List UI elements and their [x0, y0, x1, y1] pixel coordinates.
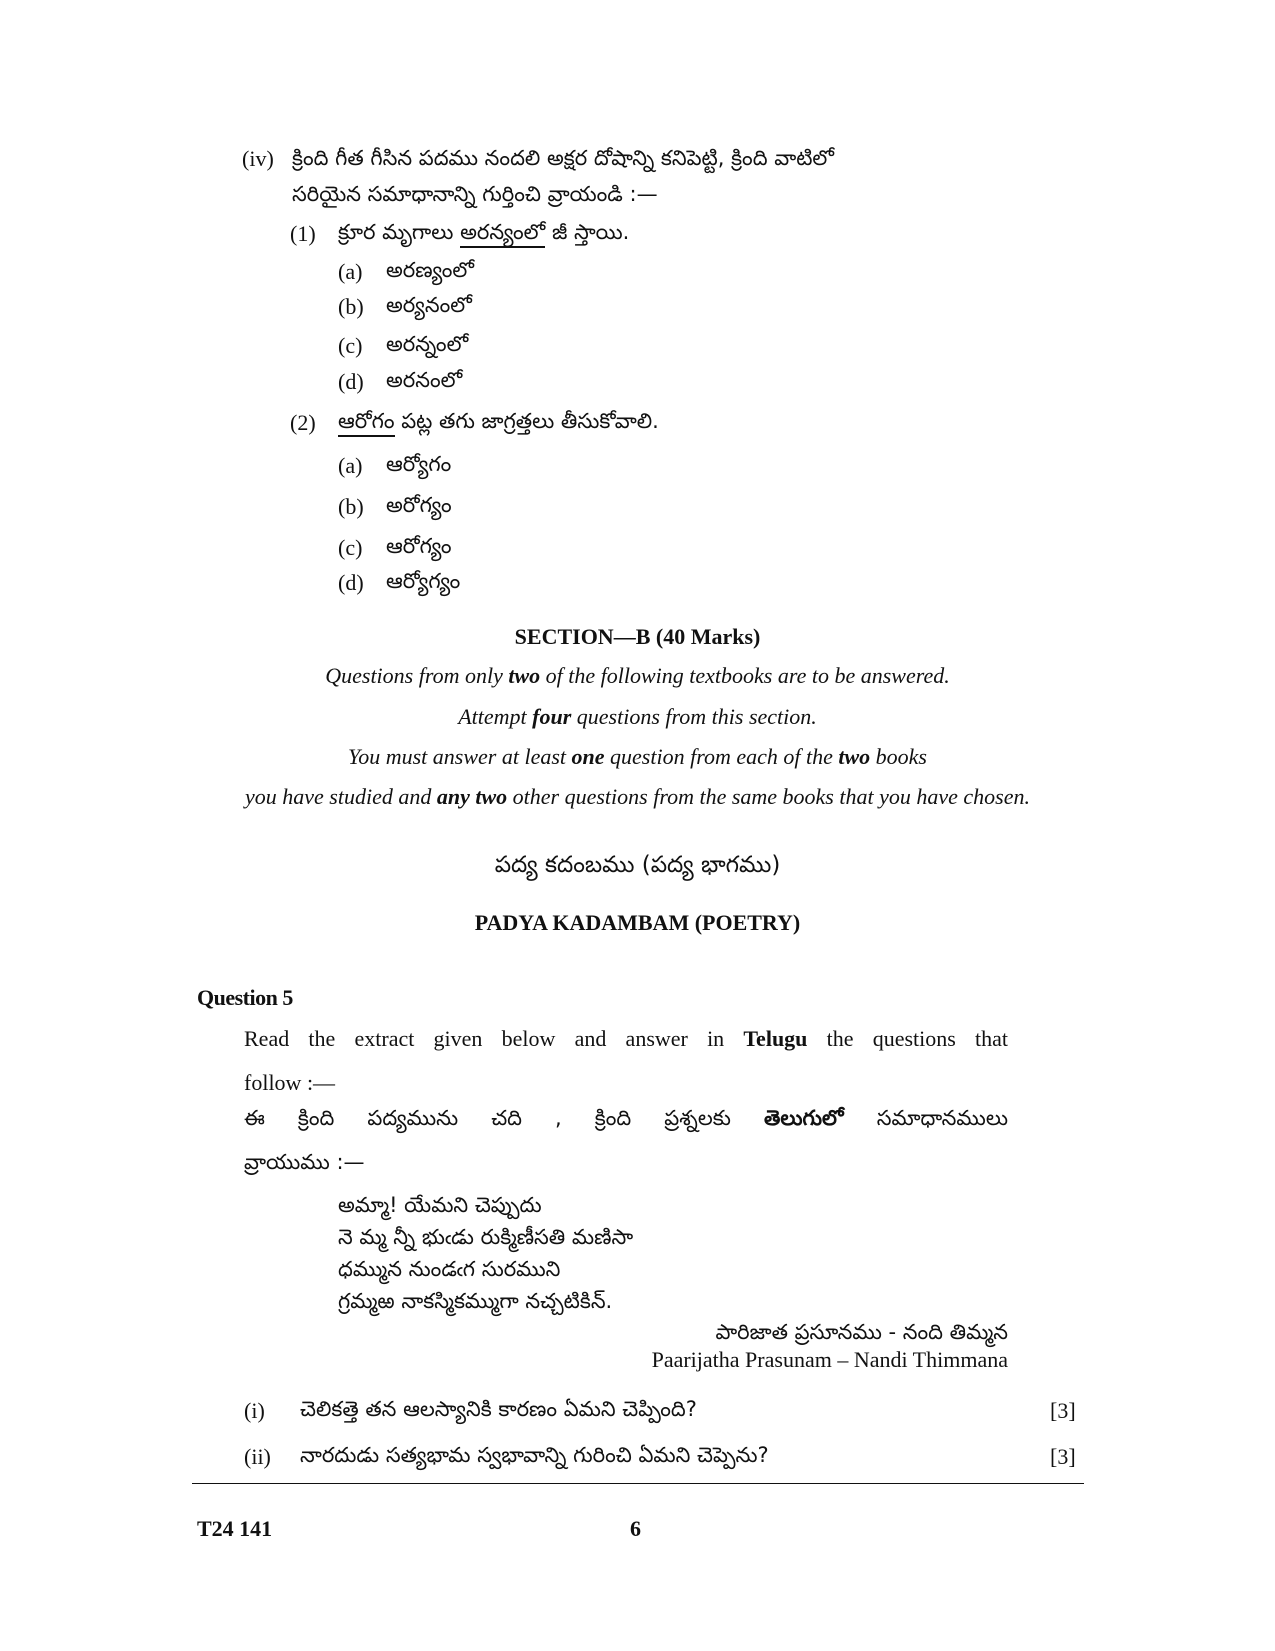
option-label: (d)	[338, 369, 364, 394]
question-5-telugu-line2: వ్రాయుము :—	[244, 1150, 365, 1174]
poem-line: గ్రమ్మఱ నాకస్మికమ్ముగా నచ్చటికిన్.	[338, 1289, 613, 1313]
question-5-intro-line2: follow :—	[244, 1070, 336, 1095]
poem-line: నె మ్మ న్నీ భుఁడు రుక్మిణీసతి మణిసా	[338, 1225, 634, 1249]
q4-iv-sub1-underlined-word: అరన్యంలో	[460, 220, 545, 248]
sub-question-marks: [3]	[1050, 1444, 1076, 1469]
q4-iv-sub1-number: (1)	[290, 221, 316, 246]
option-text: అరన్నంలో	[386, 332, 469, 356]
option-text: ఆర్యోగం	[386, 452, 452, 476]
section-b-instruction-1: Questions from only two of the following textbooks are to be answered.	[325, 663, 950, 688]
poem-line: ధమ్మున నుండఁగ సురముని	[338, 1257, 561, 1281]
page-number: 6	[630, 1516, 641, 1541]
q4-iv-sub2-number: (2)	[290, 410, 316, 435]
option-label: (c)	[338, 333, 363, 358]
source-english: Paarijatha Prasunam – Nandi Thimmana	[651, 1347, 1008, 1372]
q4-iv-line2: సరియైన సమాధానాన్ని గుర్తించి వ్రాయండి :—	[292, 182, 658, 206]
book-title-english: PADYA KADAMBAM (POETRY)	[474, 910, 801, 935]
option-label: (a)	[338, 453, 363, 478]
q4-iv-sub1-sentence	[338, 220, 629, 250]
question-5-telugu-line1: ఈ క్రింది పద్యమును చది , క్రింది ప్రశ్నలకు తెలుగులో సమాధానములు	[244, 1106, 1008, 1130]
option-label: (d)	[338, 570, 364, 595]
section-b-instruction-3: You must answer at least one question from each of the two books	[348, 744, 927, 769]
section-b-title: SECTION—B (40 Marks)	[514, 624, 761, 649]
sub-question-number: (i)	[244, 1398, 265, 1423]
option-label: (b)	[338, 494, 364, 519]
q4-iv-sub2-sentence	[338, 409, 659, 439]
footer-divider	[192, 1483, 1084, 1484]
question-5-heading: Question 5	[197, 985, 293, 1010]
poem-line: అమ్మా! యేమని చెప్పుదు	[338, 1193, 542, 1217]
option-text: ఆరోగ్యం	[386, 534, 452, 558]
q4-iv-line1: క్రింది గీత గీసిన పదము నందలి అక్షర దోషాన్ని కనిపెట్టి, క్రింది వాటిలో	[292, 146, 835, 170]
option-text: అర్యనంలో	[386, 293, 472, 317]
source-telugu: పారిజాత ప్రసూనము - నంది తిమ్మన	[715, 1320, 1008, 1344]
question-5-intro-line1: Read the extract given below and answer in Telugu the questions that	[244, 1026, 1009, 1051]
book-title-telugu: పద్య కదంబము (పద్య భాగము)	[494, 852, 781, 878]
option-text: అరోగ్యం	[386, 493, 452, 517]
section-b-instruction-2: Attempt four questions from this section.	[458, 704, 817, 729]
option-text: ఆర్యోగ్యం	[386, 569, 461, 593]
option-label: (c)	[338, 535, 363, 560]
q4-iv-sub1-after: జీ స్తాయి.	[551, 220, 630, 244]
q4-iv-sub2-after: పట్ల తగు జాగ్రత్తలు తీసుకోవాలి.	[401, 409, 659, 433]
option-text: అరనంలో	[386, 368, 463, 392]
q4-iv-number: (iv)	[242, 146, 274, 171]
q4-iv-sub1-before: క్రూర మృగాలు	[338, 220, 454, 244]
sub-question-number: (ii)	[244, 1444, 271, 1469]
sub-question-text: నారదుడు సత్యభామ స్వభావాన్ని గురించి ఏమని చెప్పెను?	[300, 1443, 769, 1467]
option-text: అరణ్యంలో	[386, 258, 475, 282]
paper-code: T24 141	[197, 1516, 273, 1541]
section-b-instruction-4: you have studied and any two other questions from the same books that you have chosen.	[245, 784, 1030, 809]
q4-iv-sub2-underlined-word: ఆరోగం	[338, 409, 395, 437]
sub-question-text: చెలికత్తె తన ఆలస్యానికి కారణం ఏమని చెప్పింది?	[300, 1397, 697, 1421]
sub-question-marks: [3]	[1050, 1398, 1076, 1423]
option-label: (b)	[338, 294, 364, 319]
option-label: (a)	[338, 259, 363, 284]
